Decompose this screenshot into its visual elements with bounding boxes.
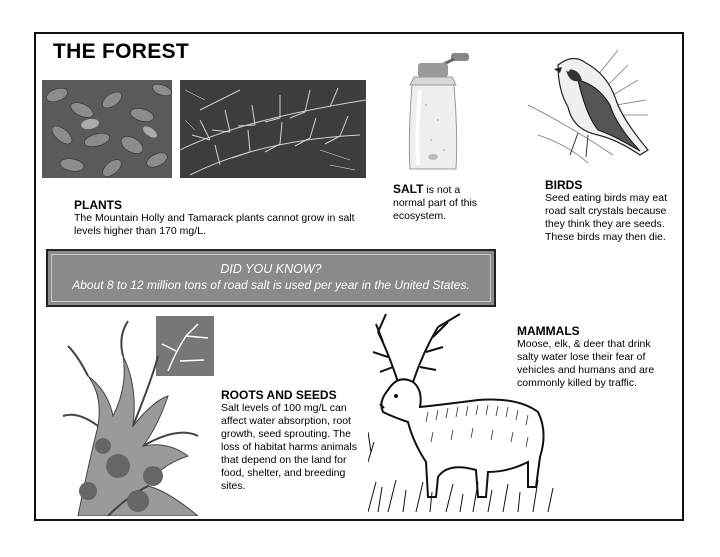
did-you-know-inner-border xyxy=(51,254,491,302)
birds-heading: BIRDS xyxy=(545,178,583,192)
salt-body: is not a normal part of this ecosystem. xyxy=(393,184,478,222)
mammals-text xyxy=(517,324,667,390)
salt-heading: SALT xyxy=(393,182,424,196)
salt-grinder-image xyxy=(396,45,476,175)
plants-heading: PLANTS xyxy=(74,198,122,212)
did-you-know-box xyxy=(46,249,496,307)
roots-heading: ROOTS AND SEEDS xyxy=(221,388,337,402)
mammals-body: Moose, elk, & deer that drink salty water lose their fear of vehicles and humans and are commonly killed by traffic. xyxy=(517,338,655,389)
mammals-heading: MAMMALS xyxy=(517,324,580,338)
holly-photo xyxy=(42,80,172,178)
plants-body: The Mountain Holly and Tamarack plants cannot grow in salt levels higher than 170 mg/L. xyxy=(74,212,355,237)
bird-illustration xyxy=(528,45,658,170)
salt-text xyxy=(393,183,483,223)
page-title: THE FOREST xyxy=(53,40,190,63)
tamarack-photo xyxy=(180,80,366,178)
roots-tree-image xyxy=(58,316,216,516)
birds-body: Seed eating birds may eat road salt crystals because they think they are seeds. These birds may then die. xyxy=(545,192,667,243)
did-you-know-heading: DID YOU KNOW? xyxy=(220,262,322,276)
roots-text xyxy=(221,388,366,493)
roots-body: Salt levels of 100 mg/L can affect water absorption, root growth, seed sprouting. The loss of habitat harms animals that depend on the land for food, shelter, and breeding sites. xyxy=(221,402,357,492)
birds-text xyxy=(545,178,675,244)
plants-text xyxy=(74,198,359,238)
did-you-know-body: About 8 to 12 million tons of road salt is used per year in the United States. xyxy=(72,278,470,292)
